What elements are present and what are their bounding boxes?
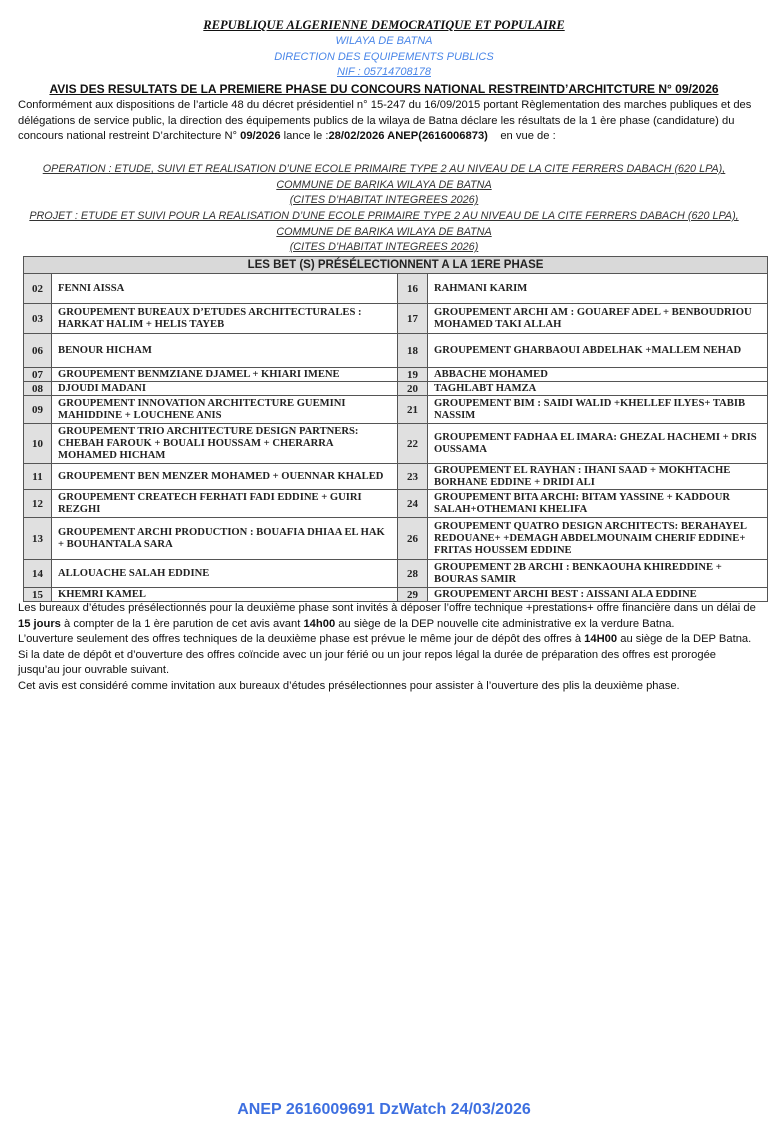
left-name-cell: GROUPEMENT BUREAUX D’ETUDES ARCHITECTURALES : HARKAT HALIM + HELIS TAYEB: [52, 304, 398, 334]
left-name-cell: DJOUDI MADANI: [52, 382, 398, 396]
left-number-cell: 13: [24, 518, 52, 560]
intro-text-2: lance le :: [280, 130, 329, 143]
table-row: [24, 560, 768, 588]
right-number-cell: 23: [398, 464, 428, 490]
table-row: [24, 518, 768, 560]
table-row: [24, 368, 768, 382]
left-name-cell: GROUPEMENT TRIO ARCHITECTURE DESIGN PARTNERS: CHEBAH FAROUK + BOUALI HOUSSAM + CHERARRA MOHAMED HICHAM: [52, 424, 398, 464]
left-name-cell: FENNI AISSA: [52, 274, 398, 304]
table-row: [24, 334, 768, 368]
intro-paragraph: [18, 98, 753, 145]
operation-block: [0, 162, 768, 209]
preselected-bet-table: [23, 256, 768, 602]
country-heading: REPUBLIQUE ALGERIENNE DEMOCRATIQUE ET POPULAIRE: [203, 18, 565, 32]
right-number-cell: 21: [398, 396, 428, 424]
right-name-cell: GROUPEMENT BIM : SAIDI WALID +KHELLEF ILYES+ TABIB NASSIM: [428, 396, 768, 424]
table-header-row: [24, 257, 768, 274]
left-number-cell: 11: [24, 464, 52, 490]
table-row: [24, 382, 768, 396]
table-row: [24, 424, 768, 464]
left-name-cell: GROUPEMENT BEN MENZER MOHAMED + OUENNAR KHALED: [52, 464, 398, 490]
intro-text-1: Conformément aux dispositions de l’article 48 du décret présidentiel n° 15-247 du 16/09/2015 portant Règlementation des marches publiques et des délégations de service public, la direction des équipements publics de la wilaya de Batna déclare les résultats de la 1 ère phase (candidature) du concours national restreint D’architecture N°: [18, 99, 752, 143]
wilaya-heading: WILAYA DE BATNA: [335, 35, 433, 47]
table-row: [24, 464, 768, 490]
operation-line-2: COMMUNE DE BARIKA WILAYA DE BATNA: [276, 178, 492, 191]
projet-line-1: PROJET : ETUDE ET SUIVI POUR LA REALISATION D’UNE ECOLE PRIMAIRE TYPE 2 AU NIVEAU DE LA CITE FERRERS DABACH (620 LPA),: [29, 210, 739, 222]
right-number-cell: 19: [398, 368, 428, 382]
left-number-cell: 14: [24, 560, 52, 588]
right-number-cell: 17: [398, 304, 428, 334]
table-row: [24, 490, 768, 518]
left-number-cell: 06: [24, 334, 52, 368]
left-number-cell: 03: [24, 304, 52, 334]
deposit-paragraph: [18, 601, 758, 632]
intro-text-3: en vue de :: [487, 130, 556, 143]
right-name-cell: GROUPEMENT QUATRO DESIGN ARCHITECTS: BERAHAYEL REDOUANE+ +DEMAGH ABDELMOUNAIM CHERIF EDDINE+ FRITAS HOUSSEM EDDINE: [428, 518, 768, 560]
left-name-cell: GROUPEMENT ARCHI PRODUCTION : BOUAFIA DHIAA EL HAK + BOUHANTALA SARA: [52, 518, 398, 560]
right-name-cell: GROUPEMENT 2B ARCHI : BENKAOUHA KHIREDDINE + BOURAS SAMIR: [428, 560, 768, 588]
table-row: [24, 396, 768, 424]
right-name-cell: GROUPEMENT ARCHI BEST : AISSANI ALA EDDINE: [428, 588, 768, 602]
projet-line-3: (CITES D’HABITAT INTEGREES 2026): [289, 241, 479, 254]
launch-reference: 28/02/2026 ANEP(2616006873): [328, 130, 488, 143]
invitation-paragraph: Cet avis est considéré comme invitation aux bureaux d’études présélectionnes pour assister à l’ouverture des plis la deuxième phase.: [18, 679, 680, 692]
left-name-cell: GROUPEMENT INNOVATION ARCHITECTURE GUEMINI MAHIDDINE + LOUCHENE ANIS: [52, 396, 398, 424]
right-name-cell: ABBACHE MOHAMED: [428, 368, 768, 382]
right-name-cell: GROUPEMENT GHARBAOUI ABDELHAK +MALLEM NEHAD: [428, 334, 768, 368]
left-number-cell: 07: [24, 368, 52, 382]
right-number-cell: 28: [398, 560, 428, 588]
left-name-cell: BENOUR HICHAM: [52, 334, 398, 368]
operation-line-1: OPERATION : ETUDE, SUIVI ET REALISATION D’UNE ECOLE PRIMAIRE TYPE 2 AU NIVEAU DE LA CITE FERRERS DABACH (620 LPA),: [42, 163, 726, 175]
table-row: [24, 274, 768, 304]
right-number-cell: 22: [398, 424, 428, 464]
left-number-cell: 12: [24, 490, 52, 518]
left-number-cell: 09: [24, 396, 52, 424]
right-name-cell: RAHMANI KARIM: [428, 274, 768, 304]
left-number-cell: 08: [24, 382, 52, 396]
table-header: LES BET (S) PRÉSÉLECTIONNENT A LA 1ERE PHASE: [24, 257, 768, 274]
contest-number: 09/2026: [240, 130, 281, 143]
direction-heading: DIRECTION DES EQUIPEMENTS PUBLICS: [274, 51, 494, 63]
projet-line-2: COMMUNE DE BARIKA WILAYA DE BATNA: [276, 225, 492, 238]
left-name-cell: ALLOUACHE SALAH EDDINE: [52, 560, 398, 588]
left-number-cell: 10: [24, 424, 52, 464]
right-name-cell: GROUPEMENT BITA ARCHI: BITAM YASSINE + KADDOUR SALAH+OTHEMANI KHELIFA: [428, 490, 768, 518]
left-number-cell: 02: [24, 274, 52, 304]
right-number-cell: 16: [398, 274, 428, 304]
deposit-text-1: Les bureaux d’études présélectionnés pour la deuxième phase sont invités à déposer l’offre technique +prestations+ offre financière dans un délai de: [18, 602, 756, 614]
right-number-cell: 29: [398, 588, 428, 602]
right-name-cell: TAGHLABT HAMZA: [428, 382, 768, 396]
operation-line-3: (CITES D’HABITAT INTEGREES 2026): [289, 194, 479, 207]
deposit-text-2: à compter de la 1 ère parution de cet avis avant: [60, 617, 304, 630]
left-name-cell: GROUPEMENT CREATECH FERHATI FADI EDDINE + GUIRI REZGHI: [52, 490, 398, 518]
opening-paragraph: [18, 632, 758, 648]
table-row: [24, 304, 768, 334]
notice-title: AVIS DES RESULTATS DE LA PREMIERE PHASE DU CONCOURS NATIONAL RESTREINTD’ARCHITCTURE N° 09/2026: [49, 82, 719, 96]
deposit-text-3: au siège de la DEP nouvelle cite administrative ex la verdure Batna.: [335, 617, 675, 630]
right-number-cell: 20: [398, 382, 428, 396]
projet-block: [0, 209, 768, 256]
opening-text-2: au siège de la DEP Batna.: [617, 633, 752, 646]
nif-heading: NIF : 05714708178: [337, 66, 431, 78]
deposit-time: 14h00: [303, 617, 336, 630]
footer-reference: ANEP 2616009691 DzWatch 24/03/2026: [237, 1101, 531, 1118]
left-name-cell: GROUPEMENT BENMZIANE DJAMEL + KHIARI IMENE: [52, 368, 398, 382]
right-number-cell: 26: [398, 518, 428, 560]
right-name-cell: GROUPEMENT EL RAYHAN : IHANI SAAD + MOKHTACHE BORHANE EDDINE + DRIDI ALI: [428, 464, 768, 490]
opening-text-1: L’ouverture seulement des offres techniques de la deuxième phase est prévue le même jour de dépôt des offres à: [18, 633, 585, 646]
right-name-cell: GROUPEMENT FADHAA EL IMARA: GHEZAL HACHEMI + DRIS OUSSAMA: [428, 424, 768, 464]
right-name-cell: GROUPEMENT ARCHI AM : GOUAREF ADEL + BENBOUDRIOU MOHAMED TAKI ALLAH: [428, 304, 768, 334]
left-number-cell: 15: [24, 588, 52, 602]
right-number-cell: 18: [398, 334, 428, 368]
deposit-days: 15 jours: [18, 617, 61, 630]
opening-time: 14H00: [584, 633, 618, 646]
holiday-paragraph: Si la date de dépôt et d’ouverture des offres coïncide avec un jour férié ou un jour repos légal la durée de préparation des offres est prorogée jusqu’au jour ouvrable suivant.: [18, 648, 717, 677]
conditions-text: [18, 601, 758, 695]
right-number-cell: 24: [398, 490, 428, 518]
table-row: [24, 588, 768, 602]
left-name-cell: KHEMRI KAMEL: [52, 588, 398, 602]
